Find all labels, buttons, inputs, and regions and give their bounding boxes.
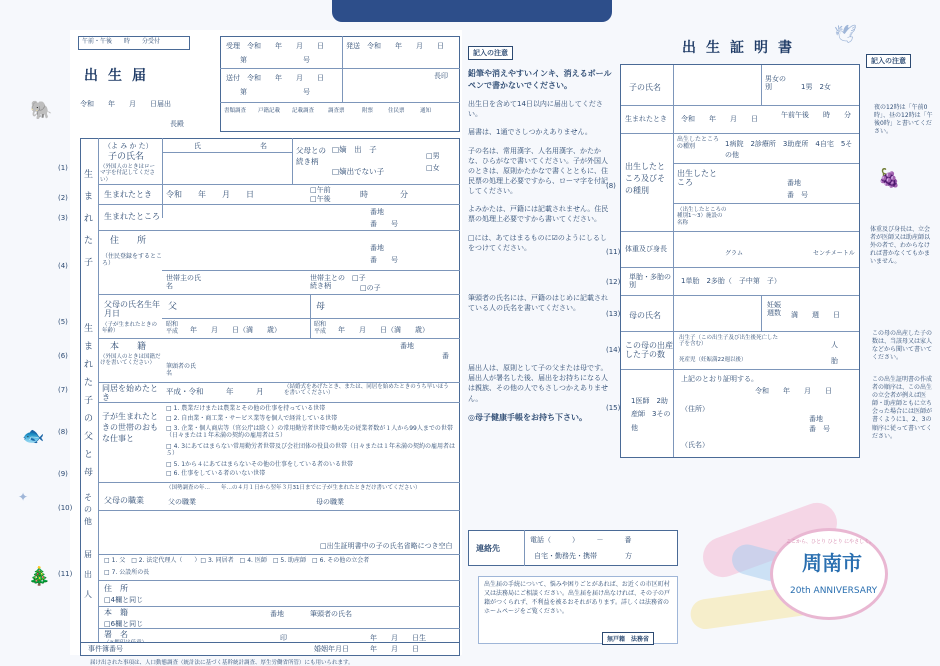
honseki-ban: 番 <box>442 352 449 360</box>
survey-5: 附票 <box>362 108 374 114</box>
form-title: 出生届 <box>84 68 156 84</box>
informant-hittousha: 筆頭者の氏名 <box>310 610 352 618</box>
cert-doctor: 1医師 2助産師 3その他 <box>631 397 671 432</box>
furigana-label: （よ み か た） <box>104 142 153 150</box>
cert-births-value: 出生子（この出生子及び出生後死亡した子を含む） <box>679 335 779 348</box>
birth-place-ban: 番 号 <box>370 220 398 228</box>
marriage-date: 婚姻年月日 年 月 日 <box>314 645 419 653</box>
cert-births: この母の出産した子の数 <box>625 341 673 360</box>
hittousha-label: 筆頭者の氏名 <box>166 363 197 377</box>
dispatch-line: 発送 令和 年 月 日 <box>346 42 444 50</box>
reception-box <box>220 36 460 132</box>
occupation-1: □ 1. 農業だけまたは農業とその他の仕事を持っている世帯 <box>166 405 326 412</box>
informant-same-6: □6欄と同じ <box>104 620 144 628</box>
section-2: (2) <box>58 194 68 202</box>
informant-honseki: 本 籍 <box>104 608 128 617</box>
household-child: □の子 <box>360 284 381 292</box>
star-icon: ✦ <box>18 490 29 504</box>
child-name-note: （外国人のときはローマ字を付記してください） <box>100 164 156 183</box>
birth-registration-form <box>58 30 462 666</box>
other-side-label: その他 <box>84 493 92 526</box>
signature-label: 署 名 <box>104 630 128 639</box>
cert-birth-time: 生まれたとき <box>625 115 667 123</box>
bird-icon: 🕊 <box>834 24 857 45</box>
contact-label: 連絡先 <box>476 544 500 553</box>
tree-icon: 🎄 <box>28 566 51 587</box>
cert-label-14: (14) <box>606 346 621 354</box>
mother-label: 母 <box>316 302 326 312</box>
cert-persons: 人 <box>831 341 838 349</box>
informant-banchi: 番地 <box>270 610 284 618</box>
other-note: □出生証明書中の子の氏名省略につき空白 <box>320 542 453 550</box>
cohabit-value: 平成・令和 年 月 <box>166 387 264 396</box>
informant-address: 住 所 <box>104 584 128 593</box>
jiken-label: 事件簿番号 <box>88 645 123 653</box>
notes-warning: 鉛筆や消えやすいインキ、消えるボールペンで書かないでください。 <box>468 69 612 90</box>
parents-name-label: 父母の氏名生年月日 <box>104 300 160 319</box>
cert-tag: 記入の注意 <box>866 54 911 68</box>
address-banchi: 番地 <box>370 244 384 252</box>
cert-sex-label: 男女の別 <box>765 75 786 92</box>
section-10: (10) <box>58 504 73 512</box>
child-checkbox: □子 <box>352 274 366 282</box>
cert-place-kind-values: 1病院 2診療所 3助産所 4自宅 5その他 <box>725 140 853 160</box>
notes-tag: 記入の注意 <box>468 46 513 60</box>
occupation-2: □ 2. 自由業・商工業・サービス業等を個人で経営している世帯 <box>166 415 338 422</box>
notes-p2: 届書は、1通でさしつかえありません。 <box>468 128 592 137</box>
form-chief: 長殿 <box>170 120 184 128</box>
informant-roles: □ 1. 父 □ 2. 法定代理人（ ）□ 3. 同居者 □ 4. 医師 □ 5. 助産師 □ 6. その他の立会者 <box>104 557 370 564</box>
notes-p5: □には、あてはまるものに☑のようにしるしをつけてください。 <box>468 233 607 252</box>
job-label: 父母の職業 <box>104 496 144 505</box>
parents-note: （子が生まれたときの年齢） <box>102 322 158 335</box>
footnote: 届け出された事項は、人口動態調査（統計法に基づく基幹統計調査、厚生労働省所管）にも用いられます。 <box>90 660 354 666</box>
cert-single-multi-value: 1単胎 2多胎（ 子中第 子） <box>681 277 781 285</box>
form-date-line: 令和 年 月 日届出 <box>80 100 171 108</box>
elephant-icon: 🐘 <box>30 100 53 121</box>
sex-male: □男 <box>426 152 440 160</box>
cert-statement: 上記のとおり証明する。 <box>681 375 758 383</box>
cert-weeks: 妊娠週数 <box>767 301 781 318</box>
father-age: 年 月 日（満 歳） <box>190 326 281 334</box>
cert-label-13: (13) <box>606 310 621 318</box>
cert-tai: 胎 <box>831 357 838 365</box>
sex-female: □女 <box>426 164 440 172</box>
fish-icon: 🐟 <box>22 426 45 447</box>
cert-jusho: （住所） <box>681 405 709 413</box>
contact-phone: 電話（ ） － 番 <box>530 536 632 544</box>
cert-sex-value: 1男 2女 <box>801 83 831 91</box>
child-name-label: 子の氏名 <box>108 152 145 162</box>
birth-am: □午前 <box>310 186 331 194</box>
cert-label-15: (15) <box>606 404 621 412</box>
survey-3: 記載調査 <box>292 108 315 114</box>
side-note-1: 夜の12時は「午前0時」、昼の12時は「午後0時」と書いてください。 <box>874 104 933 136</box>
logo-slogan: ここから、ひとり ひとり にやさしく。 <box>786 539 875 545</box>
birth-time: 時 分 <box>360 190 408 199</box>
survey-7: 通知 <box>420 108 432 114</box>
search-badge[interactable]: 無戸籍 法務省 <box>602 632 654 645</box>
dispatch-chief: 長印 <box>434 72 448 80</box>
cert-place-kind: 出生したところの種別 <box>677 136 720 150</box>
father-job: 父の職業 <box>168 498 196 506</box>
relation-label: 父母との続き柄 <box>296 146 326 166</box>
cert-ampm: 午前午後 時 分 <box>781 111 851 119</box>
survey-4: 調査票 <box>328 108 345 114</box>
cert-place-type: 出生したところ及びその種別 <box>625 162 665 195</box>
cert-label-12: (12) <box>606 278 621 286</box>
cert-child-name: 子の氏名 <box>629 83 661 92</box>
cert-facility: （出生したところの種別1～3）施設の名称 <box>677 207 727 226</box>
logo-city: 周南市 <box>802 551 862 575</box>
cert-shimei: （氏名） <box>681 441 709 449</box>
section-1: (1) <box>58 164 68 172</box>
reception-line-2: 第 号 <box>240 56 310 64</box>
birth-date-value: 令和 年 月 日 <box>166 190 254 199</box>
occupation-4: □ 4. 3にあてはまらない常用勤労者世帯及び会社団体の役員の世帯（日々または１年未満の契約の雇用者は５） <box>166 443 456 457</box>
relation-householder-label: 世帯主との続き柄 <box>310 274 345 291</box>
address-note: （住民登録をするところ） <box>102 253 163 267</box>
mother-era: 昭和平成 <box>314 321 327 335</box>
notes-p8: ◎母子健康手帳をお持ち下さい。 <box>468 412 587 422</box>
reception-line-1: 受理 令和 年 月 日 <box>226 42 324 50</box>
section-5: (5) <box>58 318 68 326</box>
given-name-label: 名 <box>260 142 267 150</box>
logo-anniversary: 20th ANNIVERSARY <box>790 586 878 596</box>
entry-notes <box>468 40 612 431</box>
father-era: 昭和平成 <box>166 321 179 335</box>
mother-job: 母の職業 <box>316 498 344 506</box>
cohabit-note: （結婚式をあげたとき、または、同居を始めたときのうち早いほうを書いてください） <box>284 384 449 397</box>
cert-height-value: センチメートル <box>813 250 855 257</box>
cert-place-banchi: 番地 <box>787 179 801 187</box>
householder-label: 世帯主の氏名 <box>166 274 201 291</box>
cert-banchi2: 番地 <box>809 415 823 423</box>
cert-dead: 死産児（妊娠満22週以後） <box>679 357 747 363</box>
birth-place-banchi: 番地 <box>370 208 384 216</box>
cert-place-ban: 番 号 <box>787 191 808 199</box>
child-side-label: 生まれた子 <box>84 170 94 268</box>
legit-yes: □嫡 出 子 <box>332 145 377 154</box>
honseki-label: 本 籍 <box>110 342 147 352</box>
section-3: (3) <box>58 214 68 222</box>
receipt-note: 午前・午後 時 分受付 <box>82 38 161 45</box>
cert-weeks-value: 満 週 日 <box>791 311 840 319</box>
informant-same-4: □4欄と同じ <box>104 596 144 604</box>
informant-birth: 年 月 日生 <box>370 634 426 642</box>
birth-place-label: 生まれたところ <box>104 212 160 221</box>
side-note-3: この母の出産した子の数は、当該母又は家人などから聞いて書いてください。 <box>872 330 933 362</box>
section-4: (4) <box>58 262 68 270</box>
side-note-2: 体重及び身長は、立会者が医師又は助産師以外の者で、わからなければ書かなくてもかまいません。 <box>870 226 931 266</box>
occupation-3: □ 3. 企業・個人商店等（官公庁は除く）の常用勤労者世帯で勤め先の従業者数が１人から99人までの世帯（日々または１年未満の契約の雇用者は５） <box>166 425 453 439</box>
address-label: 住 所 <box>110 236 147 246</box>
notes-p1: 出生日を含めて14日以内に届出してください。 <box>468 100 603 119</box>
notes-p7: 届出人は、原則として子の父または母です。届出人が署名した後、届出をお持ちになる人は親族、その他の人でもさしつかえありません。 <box>468 364 608 403</box>
cert-ban2: 番 号 <box>809 425 830 433</box>
contact-type: 自宅・勤務先・携帯 方 <box>534 552 632 560</box>
cert-birth-date: 令和 年 月 日 <box>681 115 758 123</box>
cert-place: 出生したところ <box>677 169 717 188</box>
surname-label: 氏 <box>194 142 201 150</box>
parent-side-label: 生まれた子の父と母 <box>84 324 94 478</box>
cert-label-11: (11) <box>606 248 621 256</box>
address-ban: 番 号 <box>370 256 398 264</box>
section-8: (8) <box>58 428 68 436</box>
section-7: (7) <box>58 386 68 394</box>
section-11: (11) <box>58 570 73 578</box>
section-9: (9) <box>58 470 68 478</box>
reception-line-4: 第 号 <box>240 88 310 96</box>
job-note: （国勢調査の年… 年…の４月１日から翌年３月31日までに子が生まれたときだけ書いてください） <box>166 485 421 491</box>
side-note-4: この出生証明書の作成者の順序は、この出生の立会者が例えば医師・助産師ともに立ち会った場合には医師が書くように1、2、3の順序に従って書いてください。 <box>872 376 933 440</box>
notes-p4: よみかたは、戸籍には記載されません。住民票の処理上必要ですから書いてください。 <box>468 205 609 224</box>
informant-side-label: 届出人 <box>84 550 92 599</box>
occupation-5: □ 5. 1から４にあてはまらないその他の仕事をしている者のいる世帯 <box>166 461 354 468</box>
honseki-banchi: 番地 <box>400 342 414 350</box>
reception-line-3: 送付 令和 年 月 日 <box>226 74 324 82</box>
top-tab <box>332 0 612 22</box>
cert-label-8: (8) <box>606 182 616 190</box>
father-label: 父 <box>168 302 178 312</box>
survey-2: 戸籍記載 <box>258 108 281 114</box>
cert-title: 出生証明書 <box>682 40 802 56</box>
legit-no: □嫡出でない子 <box>332 167 385 176</box>
birth-certificate <box>620 64 860 458</box>
cert-mother-name: 母の氏名 <box>629 311 661 320</box>
informant-roles-2: □ 7. 公設所の長 <box>104 569 150 576</box>
birth-pm: □午後 <box>310 195 331 203</box>
occupation-6: □ 6. 仕事をしている者のいない世帯 <box>166 470 266 477</box>
fruit-icon: 🍇 <box>878 168 901 189</box>
survey-6: 住民票 <box>388 108 405 114</box>
notes-p3: 子の名は、常用漢字、人名用漢字、かたかな、ひらがなで書いてください。子が外国人のときは、原則かたかなで書くとともに、住民票の処理上必要ですから、ローマ字を付記してください。 <box>468 146 608 196</box>
survey-1: 書類調査 <box>224 108 247 114</box>
occupation-label: 子が生まれたときの世帯のおもな仕事と <box>102 412 158 443</box>
honseki-note: （外国人のときは国籍だけを書いてください） <box>100 354 161 367</box>
seal-mark: 印 <box>280 634 287 642</box>
cert-weight-label: 体重及び身長 <box>625 245 667 253</box>
birth-date-label: 生まれたとき <box>104 190 152 199</box>
cert-single-multi: 単胎・多胎の別 <box>629 273 671 290</box>
mother-age: 年 月 日（満 歳） <box>338 326 429 334</box>
notes-p6: 筆頭者の氏名には、戸籍のはじめに記載されている人の氏名を書いてください。 <box>468 293 608 313</box>
cert-weight-value: グラム <box>725 250 743 257</box>
cohabit-label: 同居を始めたとき <box>102 384 158 403</box>
consult-text: 出生届の手続について、悩みや困りごとがあれば、お近くの市区町村又は法務局にご相談ください。出生届を届け出なければ、その子の戸籍がつくられず、不利益を被るおそれがあります。詳しくは法務省のホームページをご覧ください。 <box>484 581 671 615</box>
cert-date: 令和 年 月 日 <box>755 387 832 395</box>
section-6: (6) <box>58 352 68 360</box>
